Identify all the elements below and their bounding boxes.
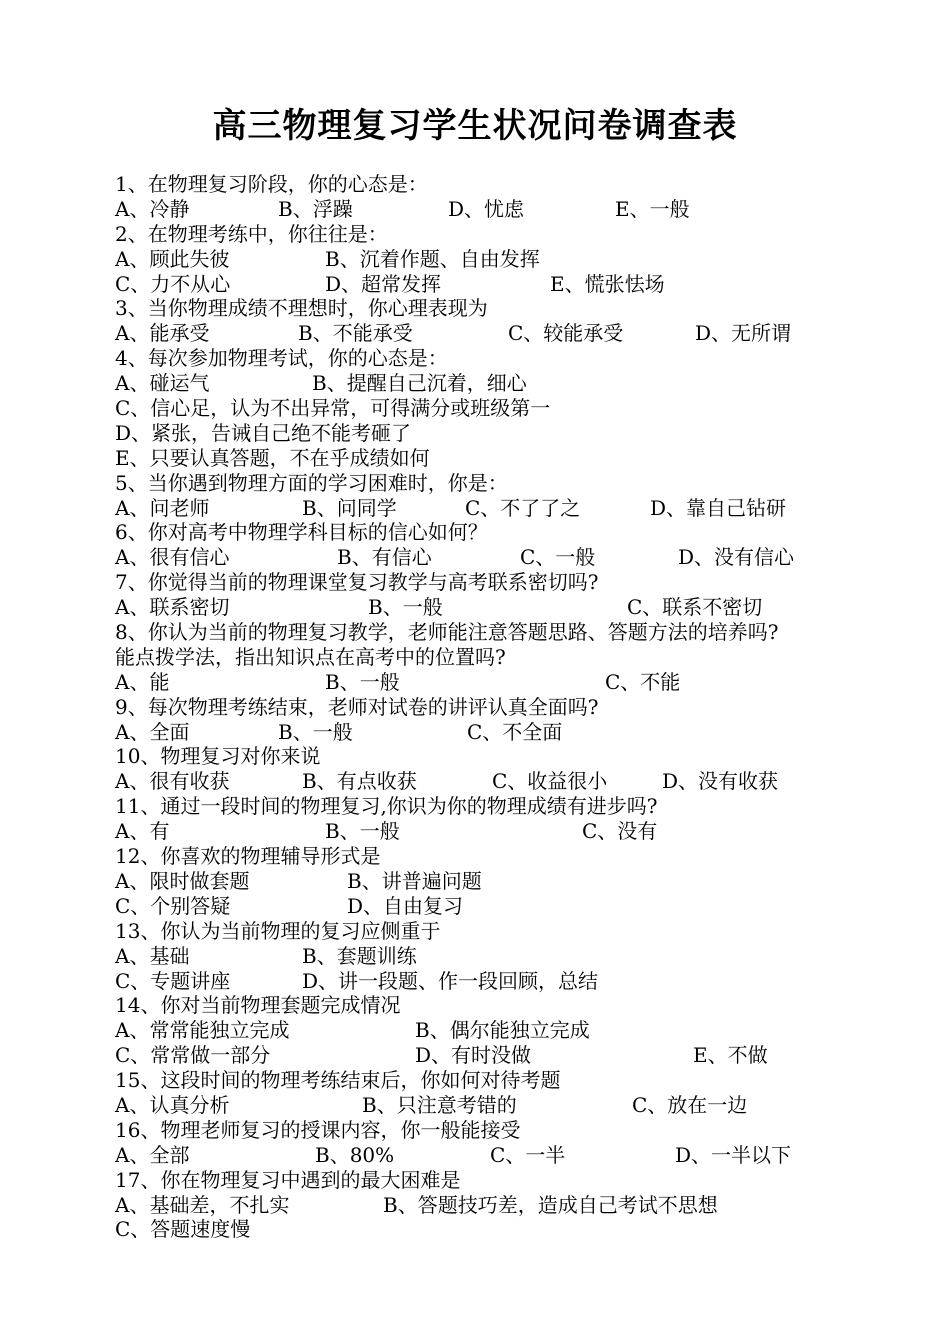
option-text: D、无所谓 [695, 321, 792, 346]
option-text: A、冷静 [115, 196, 190, 221]
option-text: B、套题训练 [302, 943, 417, 968]
option-text: B、提醒自己沉着，细心 [312, 371, 527, 396]
question-text: 1、在物理复习阶段，你的心态是： [115, 172, 428, 196]
question-text: 5、当你遇到物理方面的学习困难时，你是： [115, 470, 508, 495]
option-text: C、联系不密切 [627, 595, 763, 620]
option-text: A、有 [115, 819, 170, 844]
question-line [115, 520, 915, 545]
question-text: 11、通过一段时间的物理复习,你识为你的物理成绩有进步吗? [115, 794, 658, 819]
option-text: A、常常能独立完成 [115, 1018, 290, 1043]
option-text: C、个别答疑 [115, 893, 231, 918]
option-row [115, 371, 915, 396]
option-row [115, 769, 915, 794]
question-text: 能点拨学法，指出知识点在高考中的位置吗? [115, 644, 506, 669]
option-text: B、80% [315, 1142, 395, 1167]
question-line [115, 346, 915, 371]
option-row [115, 670, 915, 695]
option-row [115, 272, 915, 297]
option-row [115, 1143, 915, 1168]
option-text: A、基础 [115, 943, 190, 968]
option-text: B、一般 [325, 819, 400, 844]
option-text: C、放在一边 [632, 1092, 748, 1117]
option-text: A、顾此失彼 [115, 246, 230, 271]
option-text: D、超常发挥 [325, 271, 442, 296]
option-text: C、没有 [582, 819, 658, 844]
question-line [115, 744, 915, 769]
option-text: C、信心足，认为不出异常，可得满分或班级第一 [115, 396, 551, 421]
option-row [115, 421, 915, 446]
option-row [115, 446, 915, 471]
option-text: A、限时做套题 [115, 868, 250, 893]
option-text: E、慌张怯场 [550, 271, 665, 296]
option-text: D、没有收获 [662, 769, 779, 794]
option-text: C、专题讲座 [115, 968, 231, 993]
option-text: A、很有信心 [115, 545, 230, 570]
option-row [115, 720, 915, 745]
option-text: A、很有收获 [115, 769, 230, 794]
option-text: B、有信心 [337, 545, 432, 570]
question-text: 8、你认为当前的物理复习教学，老师能注意答题思路、答题方法的培养吗? [115, 620, 779, 645]
option-text: C、收益很小 [492, 769, 608, 794]
option-text: B、问同学 [302, 495, 397, 520]
question-text: 15、这段时间的物理考练结束后，你如何对待考题 [115, 1068, 561, 1093]
question-text: 9、每次物理考练结束，老师对试卷的讲评认真全面吗? [115, 694, 599, 719]
option-row [115, 969, 915, 994]
question-line [115, 296, 915, 321]
question-text: 12、你喜欢的物理辅导形式是 [115, 844, 381, 869]
option-text: D、有时没做 [415, 1043, 532, 1068]
option-text: E、一般 [615, 196, 690, 221]
option-text: D、没有信心 [678, 545, 795, 570]
option-text: C、较能承受 [508, 321, 624, 346]
option-text: D、忧虑 [448, 196, 525, 221]
question-line [115, 222, 915, 247]
question-line [115, 471, 915, 496]
option-text: C、答题速度慢 [115, 1217, 251, 1242]
option-row [115, 1217, 915, 1242]
option-text: A、碰运气 [115, 371, 210, 396]
option-row [115, 894, 915, 919]
question-text: 4、每次参加物理考试，你的心态是： [115, 346, 448, 371]
option-text: A、能承受 [115, 321, 210, 346]
option-row [115, 496, 915, 521]
option-row [115, 869, 915, 894]
option-row [115, 1043, 915, 1068]
option-text: B、一般 [368, 595, 443, 620]
option-text: A、全面 [115, 719, 190, 744]
question-line [115, 620, 915, 645]
option-text: B、有点收获 [302, 769, 417, 794]
option-text: B、一般 [278, 719, 353, 744]
option-text: E、只要认真答题，不在乎成绩如何 [115, 445, 430, 470]
option-text: D、一半以下 [675, 1142, 792, 1167]
option-row [115, 545, 915, 570]
option-text: B、答题技巧差，造成自己考试不思想 [383, 1192, 718, 1217]
option-text: A、认真分析 [115, 1092, 230, 1117]
option-text: C、力不从心 [115, 271, 231, 296]
question-line [115, 993, 915, 1018]
option-row [115, 1093, 915, 1118]
question-line [115, 645, 915, 670]
option-row [115, 944, 915, 969]
option-text: C、不了了之 [465, 495, 581, 520]
option-text: B、沉着作题、自由发挥 [325, 246, 540, 271]
option-text: B、只注意考错的 [362, 1092, 517, 1117]
option-text: B、讲普遍问题 [347, 868, 482, 893]
question-line [115, 695, 915, 720]
page-title: 高三物理复习学生状况问卷调查表 [212, 106, 738, 146]
question-text: 16、物理老师复习的授课内容，你一般能接受 [115, 1117, 521, 1142]
question-text: 7、你觉得当前的物理课堂复习教学与高考联系密切吗? [115, 570, 599, 595]
option-text: D、紧张，告诫自己绝不能考砸了 [115, 420, 412, 445]
option-text: D、自由复习 [347, 893, 464, 918]
option-row [115, 1018, 915, 1043]
option-text: C、一半 [490, 1142, 566, 1167]
question-line [115, 172, 915, 197]
option-text: A、基础差，不扎实 [115, 1192, 290, 1217]
question-text: 14、你对当前物理套题完成情况 [115, 993, 401, 1018]
option-text: B、浮躁 [278, 196, 353, 221]
option-text: C、一般 [520, 545, 596, 570]
option-text: C、不能 [605, 669, 681, 694]
option-text: E、不做 [693, 1043, 768, 1068]
option-text: D、讲一段题、作一段回顾，总结 [302, 968, 599, 993]
question-line [115, 1068, 915, 1093]
option-text: A、能 [115, 669, 170, 694]
question-line [115, 1118, 915, 1143]
option-text: B、不能承受 [298, 321, 413, 346]
option-text: C、常常做一部分 [115, 1043, 271, 1068]
question-text: 3、当你物理成绩不理想时，你心理表现为 [115, 296, 488, 321]
option-text: B、偶尔能独立完成 [415, 1018, 590, 1043]
question-line [115, 919, 915, 944]
option-row [115, 321, 915, 346]
option-text: A、问老师 [115, 495, 210, 520]
option-text: A、联系密切 [115, 595, 230, 620]
option-row [115, 247, 915, 272]
option-text: A、全部 [115, 1142, 190, 1167]
question-text: 2、在物理考练中，你往往是： [115, 221, 388, 246]
option-text: B、一般 [325, 669, 400, 694]
option-row [115, 819, 915, 844]
question-text: 13、你认为当前物理的复习应侧重于 [115, 918, 441, 943]
option-text: C、不全面 [467, 719, 563, 744]
question-line [115, 570, 915, 595]
option-row [115, 396, 915, 421]
question-text: 17、你在物理复习中遇到的最大困难是 [115, 1167, 461, 1192]
question-text: 10、物理复习对你来说 [115, 744, 321, 769]
question-line [115, 794, 915, 819]
option-row [115, 197, 915, 222]
question-line [115, 844, 915, 869]
option-text: D、靠自己钻研 [650, 495, 787, 520]
question-text: 6、你对高考中物理学科目标的信心如何？ [115, 520, 488, 545]
question-list [115, 172, 915, 1242]
question-line [115, 1168, 915, 1193]
option-row [115, 595, 915, 620]
option-row [115, 1193, 915, 1218]
